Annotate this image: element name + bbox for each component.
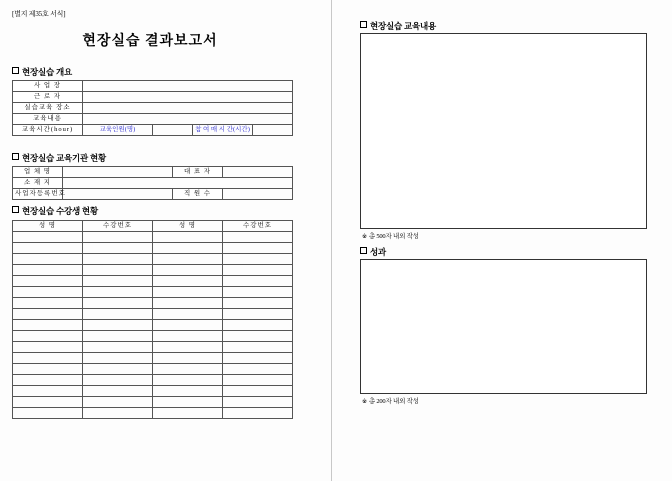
table-row (13, 353, 293, 364)
students-cell[interactable] (223, 254, 293, 265)
overview-trainee-count-label: 교육인원(명) (83, 125, 153, 136)
results-note (362, 396, 419, 405)
students-cell[interactable] (223, 353, 293, 364)
students-cell[interactable] (83, 320, 153, 331)
institution-label-2a: 사업자등록번호 (13, 189, 63, 200)
students-cell[interactable] (13, 298, 83, 309)
left-page-column (0, 0, 331, 481)
table-row (13, 167, 293, 178)
students-header-3: 수강번호 (223, 221, 293, 232)
table-row (13, 178, 293, 189)
institution-value-0a[interactable] (63, 167, 173, 178)
students-cell[interactable] (83, 276, 153, 287)
table-row (13, 276, 293, 287)
students-cell[interactable] (153, 298, 223, 309)
overview-value-1[interactable] (83, 92, 293, 103)
education-content-note (362, 231, 419, 240)
table-row (13, 243, 293, 254)
institution-table (12, 166, 293, 200)
institution-label-1a: 소 재 지 (13, 178, 63, 189)
students-cell[interactable] (153, 265, 223, 276)
students-cell[interactable] (223, 309, 293, 320)
table-row (13, 375, 293, 386)
students-header-2: 성 명 (153, 221, 223, 232)
institution-label-0a: 업 체 명 (13, 167, 63, 178)
results-textarea[interactable] (360, 259, 647, 394)
table-row (13, 265, 293, 276)
section-heading-results-label: 성과 (370, 247, 387, 257)
students-cell[interactable] (13, 353, 83, 364)
students-cell[interactable] (83, 342, 153, 353)
students-cell[interactable] (83, 254, 153, 265)
students-cell[interactable] (83, 265, 153, 276)
section-heading-overview-label: 현장실습 개요 (22, 67, 72, 77)
section-heading-students (12, 205, 98, 217)
table-row (13, 254, 293, 265)
students-cell[interactable] (223, 265, 293, 276)
students-cell[interactable] (13, 265, 83, 276)
section-heading-institution-label: 현장실습 교육기관 현황 (22, 153, 106, 163)
overview-participation-label: 참 여 매 시 간(시간) (193, 125, 253, 136)
students-cell[interactable] (83, 243, 153, 254)
results-note-label: 총 200자 내외 작성 (368, 398, 419, 405)
students-cell[interactable] (223, 342, 293, 353)
students-cell[interactable] (223, 408, 293, 419)
overview-label-0: 사 업 장 (13, 81, 83, 92)
students-cell[interactable] (223, 331, 293, 342)
students-cell[interactable] (153, 320, 223, 331)
students-cell[interactable] (13, 386, 83, 397)
table-row (13, 342, 293, 353)
students-cell[interactable] (83, 309, 153, 320)
table-row (13, 114, 293, 125)
checkbox-square-icon (12, 153, 19, 160)
table-row (13, 364, 293, 375)
table-row (13, 81, 293, 92)
institution-value-2a[interactable] (63, 189, 173, 200)
table-row (13, 397, 293, 408)
students-cell[interactable] (223, 375, 293, 386)
students-cell[interactable] (13, 342, 83, 353)
students-cell[interactable] (83, 298, 153, 309)
students-cell[interactable] (13, 243, 83, 254)
overview-label-2: 실습교육 장소 (13, 103, 83, 114)
students-cell[interactable] (13, 375, 83, 386)
bullet-icon: ※ (362, 399, 367, 405)
institution-value-0b[interactable] (223, 167, 293, 178)
students-header-0: 성 명 (13, 221, 83, 232)
students-cell[interactable] (223, 298, 293, 309)
table-header-row (13, 221, 293, 232)
students-cell[interactable] (153, 386, 223, 397)
checkbox-square-icon (360, 247, 367, 254)
overview-trainee-count-value[interactable] (153, 125, 193, 136)
students-cell[interactable] (223, 397, 293, 408)
table-row (13, 287, 293, 298)
students-cell[interactable] (83, 375, 153, 386)
section-heading-results (360, 246, 386, 258)
students-cell[interactable] (153, 375, 223, 386)
checkbox-square-icon (12, 206, 19, 213)
page-title: 현장실습 결과보고서 (82, 34, 218, 49)
form-number-note: [별지 제35호 서식] (12, 10, 66, 18)
students-cell[interactable] (83, 397, 153, 408)
students-table (12, 220, 293, 419)
students-cell[interactable] (223, 364, 293, 375)
table-row (13, 92, 293, 103)
students-cell[interactable] (223, 386, 293, 397)
students-cell[interactable] (13, 232, 83, 243)
students-cell[interactable] (223, 320, 293, 331)
overview-participation-value[interactable] (253, 125, 293, 136)
students-cell[interactable] (153, 287, 223, 298)
table-row (13, 103, 293, 114)
students-cell[interactable] (13, 331, 83, 342)
students-cell[interactable] (83, 287, 153, 298)
students-cell[interactable] (153, 397, 223, 408)
table-row (13, 331, 293, 342)
students-cell[interactable] (153, 309, 223, 320)
students-cell[interactable] (153, 254, 223, 265)
section-heading-institution (12, 152, 106, 164)
students-cell[interactable] (153, 331, 223, 342)
students-cell[interactable] (83, 386, 153, 397)
students-cell[interactable] (13, 276, 83, 287)
students-cell[interactable] (83, 353, 153, 364)
table-row (13, 125, 293, 136)
students-cell[interactable] (153, 232, 223, 243)
section-heading-students-label: 현장실습 수강생 현황 (22, 206, 98, 216)
table-row (13, 298, 293, 309)
overview-value-2[interactable] (83, 103, 293, 114)
overview-value-0[interactable] (83, 81, 293, 92)
table-row (13, 408, 293, 419)
students-cell[interactable] (153, 342, 223, 353)
overview-value-3[interactable] (83, 114, 293, 125)
students-cell[interactable] (83, 364, 153, 375)
students-cell[interactable] (153, 353, 223, 364)
table-row (13, 189, 293, 200)
right-page-column (332, 0, 672, 481)
students-cell[interactable] (153, 408, 223, 419)
students-cell[interactable] (153, 243, 223, 254)
students-cell[interactable] (13, 397, 83, 408)
institution-label-2b: 직 원 수 (173, 189, 223, 200)
students-cell[interactable] (13, 364, 83, 375)
table-row (13, 232, 293, 243)
bullet-icon: ※ (362, 234, 367, 240)
overview-hours-label: 교육시간(hour) (13, 125, 83, 136)
table-row (13, 386, 293, 397)
students-cell[interactable] (13, 320, 83, 331)
students-cell[interactable] (223, 287, 293, 298)
students-cell[interactable] (153, 276, 223, 287)
students-header-1: 수강번호 (83, 221, 153, 232)
students-cell[interactable] (153, 364, 223, 375)
students-cell[interactable] (223, 232, 293, 243)
education-content-textarea[interactable] (360, 33, 647, 229)
students-cell[interactable] (83, 408, 153, 419)
students-cell[interactable] (13, 309, 83, 320)
table-row (13, 309, 293, 320)
education-content-note-label: 총 500자 내외 작성 (368, 233, 419, 240)
checkbox-square-icon (12, 67, 19, 74)
students-cell[interactable] (83, 232, 153, 243)
overview-label-3: 교육내용 (13, 114, 83, 125)
section-heading-education-content (360, 20, 436, 32)
students-cell[interactable] (13, 408, 83, 419)
section-heading-education-content-label: 현장실습 교육내용 (370, 21, 437, 31)
students-cell[interactable] (13, 287, 83, 298)
students-cell[interactable] (223, 243, 293, 254)
overview-table (12, 80, 293, 136)
section-heading-overview (12, 66, 72, 78)
institution-label-0b: 대 표 자 (173, 167, 223, 178)
students-cell[interactable] (13, 254, 83, 265)
students-cell[interactable] (223, 276, 293, 287)
students-cell[interactable] (83, 331, 153, 342)
overview-label-1: 근 로 자 (13, 92, 83, 103)
checkbox-square-icon (360, 21, 367, 28)
table-row (13, 320, 293, 331)
institution-value-1a[interactable] (63, 178, 293, 189)
institution-value-2b[interactable] (223, 189, 293, 200)
